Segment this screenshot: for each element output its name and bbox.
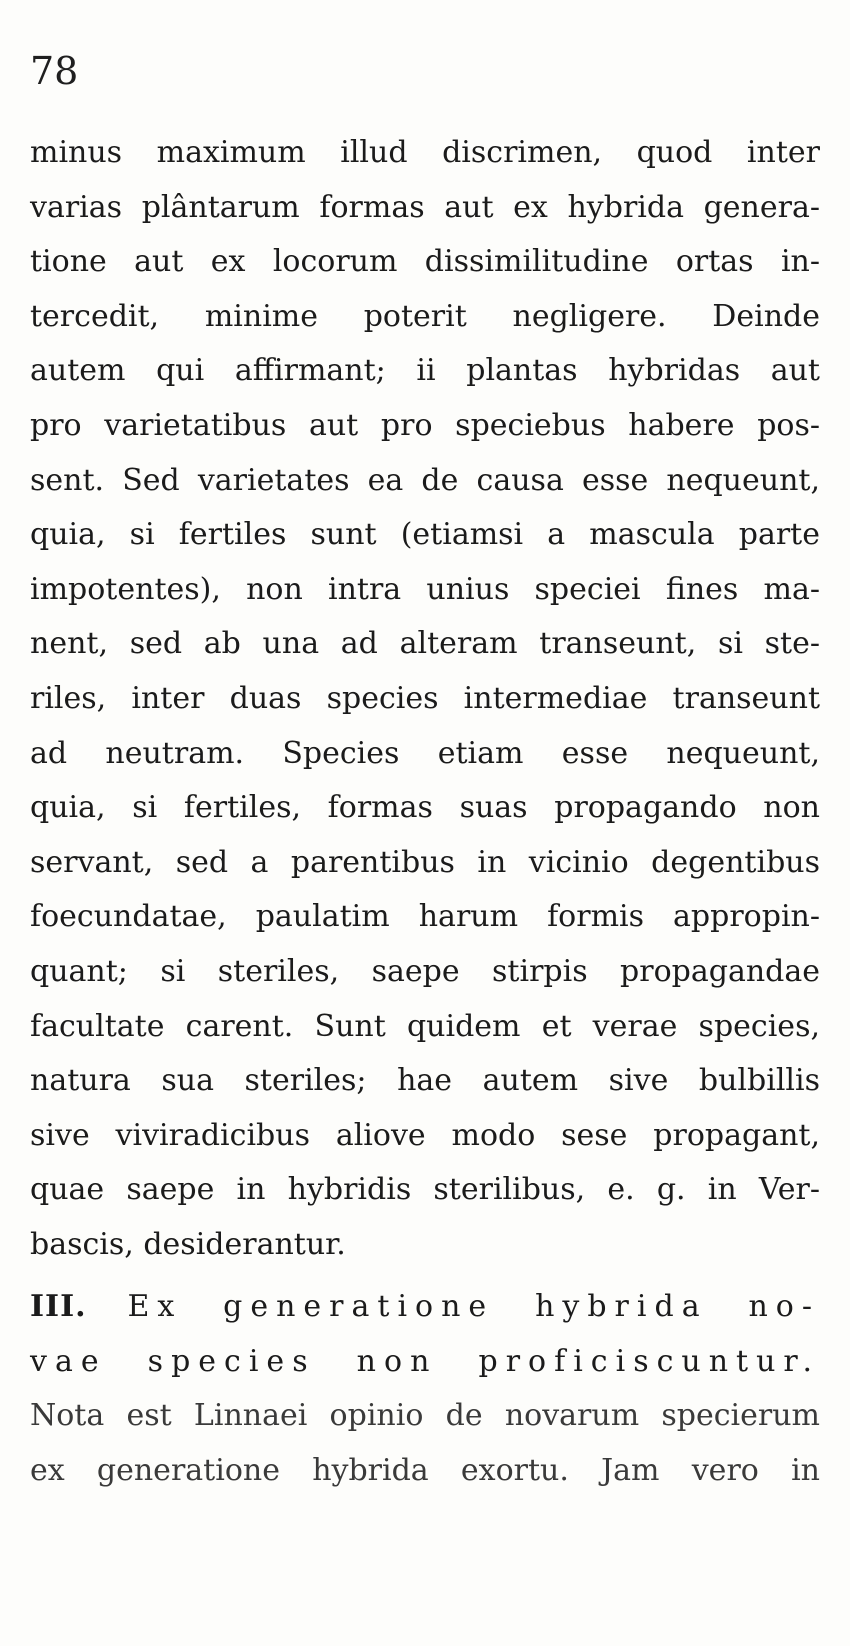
text-line: impotentes), non intra unius speciei fines ma- xyxy=(30,571,820,607)
section-heading-line: vae species non proficiscuntur. xyxy=(30,1343,820,1379)
text-line: tercedit, minime poterit negligere. Deinde xyxy=(30,298,820,334)
text-line: natura sua steriles; hae autem sive bulbillis xyxy=(30,1063,820,1099)
text-line: riles, inter duas species intermediae transeunt xyxy=(30,680,820,716)
text-line: pro varietatibus aut pro speciebus habere pos- xyxy=(30,407,820,443)
page-number: 78 xyxy=(30,49,79,93)
text-line: nent, sed ab una ad alteram transeunt, si ste- xyxy=(30,626,820,662)
text-line: ex generatione hybrida exortu. Jam vero in xyxy=(30,1452,820,1488)
paragraph-continued xyxy=(30,126,820,1272)
section-heading-line xyxy=(30,1280,820,1335)
text-line: minus maximum illud discrimen, quod inter xyxy=(30,135,820,170)
text-line: quia, si fertiles sunt (etiamsi a mascula parte xyxy=(30,517,820,553)
section-three xyxy=(30,1280,820,1498)
text-line: quant; si steriles, saepe stirpis propagandae xyxy=(30,953,820,989)
text-line: varias plântarum formas aut ex hybrida genera- xyxy=(30,189,820,225)
text-line: sive viviradicibus aliove modo sese propagant, xyxy=(30,1117,820,1153)
text-line: quae saepe in hybridis sterilibus, e. g. in Ver- xyxy=(30,1172,820,1208)
text-line: ad neutram. Species etiam esse nequeunt, xyxy=(30,735,820,771)
section-heading-text: Ex generatione hybrida no- xyxy=(127,1289,820,1324)
text-line: tione aut ex locorum dissimilitudine ortas in- xyxy=(30,244,820,280)
text-line: quia, si fertiles, formas suas propagando non xyxy=(30,790,820,826)
text-line: Nota est Linnaei opinio de novarum specierum xyxy=(30,1398,820,1434)
text-line: sent. Sed varietates ea de causa esse nequeunt, xyxy=(30,462,820,498)
text-line: bascis, desiderantur. xyxy=(30,1226,346,1262)
text-line: foecundatae, paulatim harum formis appropin- xyxy=(30,899,820,935)
text-line: facultate carent. Sunt quidem et verae species, xyxy=(30,1008,820,1044)
section-numeral: III. xyxy=(30,1289,87,1324)
text-line: servant, sed a parentibus in vicinio degentibus xyxy=(30,844,820,880)
text-line: autem qui affirmant; ii plantas hybridas aut xyxy=(30,353,820,389)
